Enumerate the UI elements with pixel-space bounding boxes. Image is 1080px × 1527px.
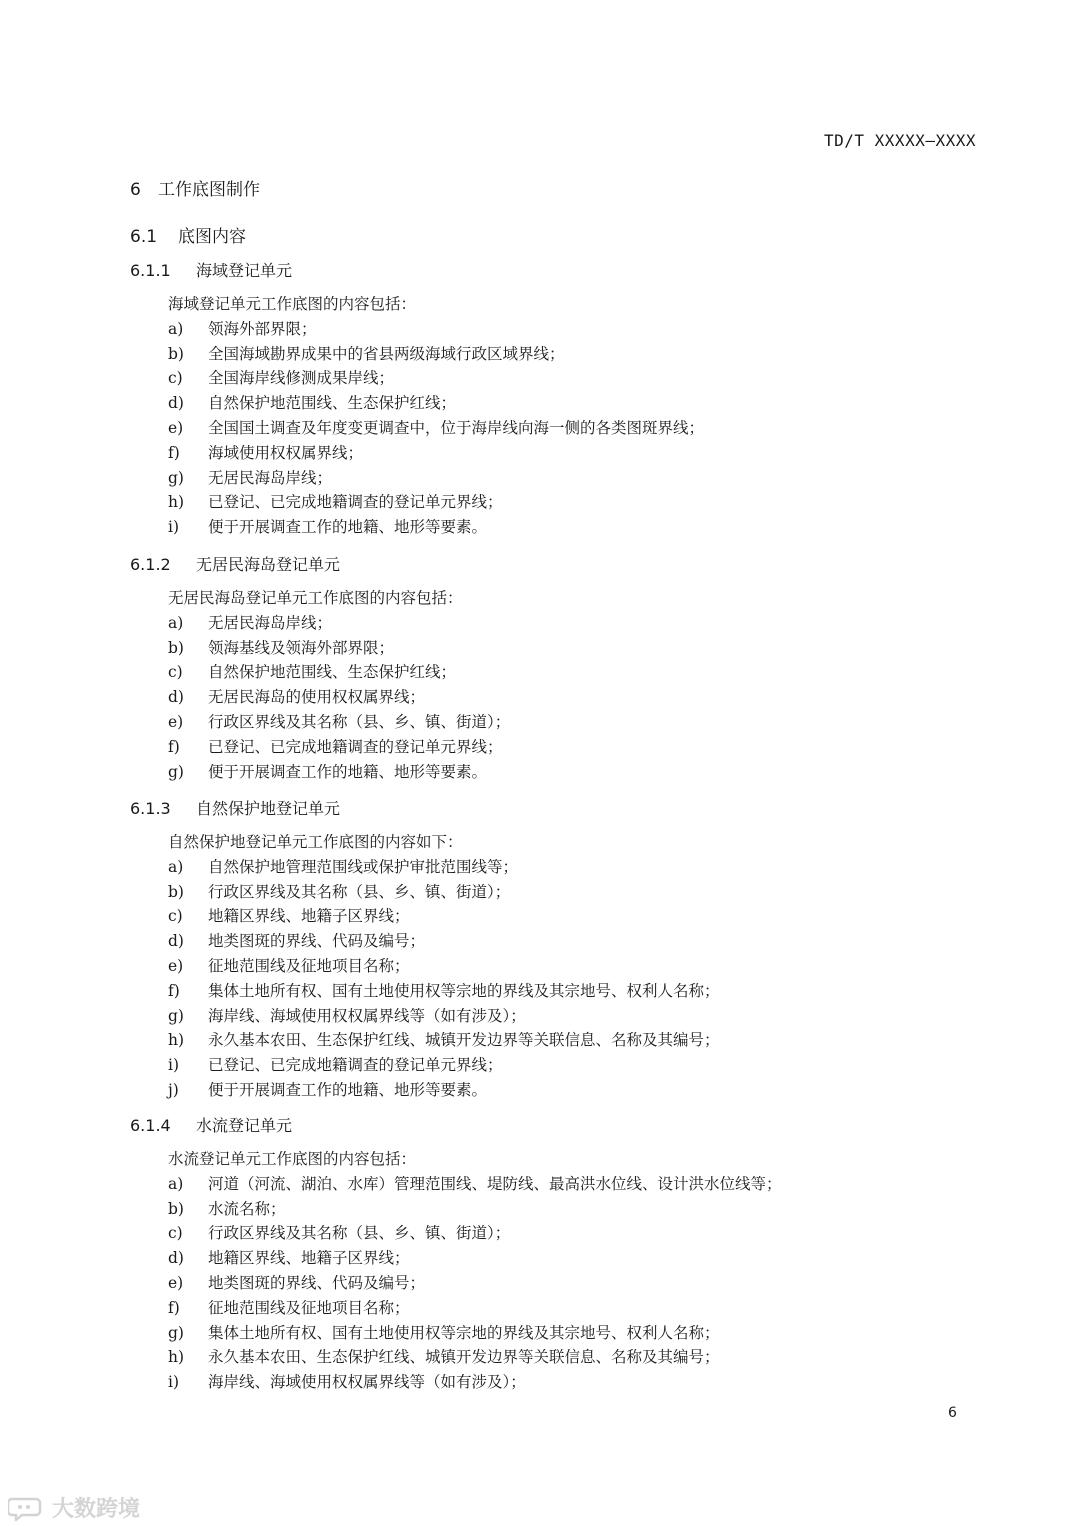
subsection-title: 无居民海岛登记单元 bbox=[196, 555, 341, 574]
list-item-label: b) bbox=[168, 882, 184, 901]
list-item-label: g) bbox=[168, 468, 184, 487]
list-item bbox=[168, 880, 510, 902]
list-item-label: f) bbox=[168, 1298, 180, 1317]
list-item bbox=[168, 1221, 510, 1243]
subsection-heading bbox=[130, 796, 340, 819]
list-item-text: 全国海岸线修测成果岸线； bbox=[208, 369, 395, 388]
subsection-number: 6.1.2 bbox=[130, 555, 171, 574]
list-item-text: 地籍区界线、地籍子区界线； bbox=[208, 907, 410, 926]
list-item-text: 全国国土调查及年度变更调查中，位于海岸线向海一侧的各类图斑界线； bbox=[208, 419, 705, 437]
list-item-label: g) bbox=[168, 762, 184, 781]
page-number: 6 bbox=[948, 1405, 957, 1421]
list-item bbox=[168, 1078, 487, 1100]
list-item bbox=[168, 441, 363, 463]
list-item-label: i) bbox=[168, 1373, 180, 1392]
list-item-text: 无居民海岛岸线； bbox=[208, 468, 333, 487]
list-item-label: b) bbox=[168, 1199, 184, 1218]
list-item-label: i) bbox=[168, 518, 180, 537]
list-item-text: 便于开展调查工作的地籍、地形等要素。 bbox=[208, 1081, 488, 1099]
list-item-text: 领海外部界限； bbox=[208, 319, 317, 338]
list-item-label: c) bbox=[168, 663, 183, 682]
list-item bbox=[168, 904, 410, 926]
list-item-text: 无居民海岛的使用权权属界线； bbox=[208, 688, 426, 707]
list-item bbox=[168, 1321, 720, 1343]
subsection-number: 6.1.3 bbox=[130, 799, 171, 818]
list-item-label: f) bbox=[168, 737, 180, 756]
list-item-text: 自然保护地范围线、生态保护红线； bbox=[208, 663, 457, 682]
list-item-label: b) bbox=[168, 638, 184, 657]
list-item bbox=[168, 636, 394, 658]
subsection-intro: 水流登记单元工作底图的内容包括： bbox=[168, 1150, 417, 1168]
list-item-label: j) bbox=[168, 1081, 179, 1099]
list-item bbox=[168, 660, 456, 682]
list-item-label: h) bbox=[168, 1348, 185, 1367]
list-item-label: c) bbox=[168, 1224, 183, 1243]
list-item-text: 便于开展调查工作的地籍、地形等要素。 bbox=[208, 518, 488, 537]
chapter-number: 6 bbox=[130, 180, 141, 200]
list-item bbox=[168, 710, 510, 732]
subsection-intro: 自然保护地登记单元工作底图的内容如下： bbox=[168, 833, 463, 851]
chapter-title: 工作底图制作 bbox=[158, 180, 260, 200]
list-item-text: 已登记、已完成地籍调查的登记单元界线； bbox=[208, 737, 503, 756]
list-item bbox=[168, 366, 394, 388]
list-item-label: f) bbox=[168, 981, 180, 1000]
section-heading bbox=[130, 222, 246, 247]
list-item bbox=[168, 1296, 410, 1318]
list-item bbox=[168, 735, 503, 757]
list-item bbox=[168, 515, 487, 537]
list-item bbox=[168, 929, 425, 951]
subsection-heading bbox=[130, 552, 340, 575]
subsection-intro: 无居民海岛登记单元工作底图的内容包括： bbox=[168, 589, 463, 607]
list-item-text: 集体土地所有权、国有土地使用权等宗地的界线及其宗地号、权利人名称； bbox=[208, 1323, 720, 1342]
list-item-label: c) bbox=[168, 907, 183, 926]
list-item-label: e) bbox=[168, 713, 184, 731]
list-item bbox=[168, 1197, 286, 1219]
subsection-number: 6.1.4 bbox=[130, 1116, 171, 1135]
list-item bbox=[168, 855, 518, 877]
list-item bbox=[168, 1004, 526, 1026]
speech-bubble-logo-icon bbox=[8, 1495, 48, 1521]
section-number: 6.1 bbox=[130, 227, 158, 247]
list-item-text: 永久基本农田、生态保护红线、城镇开发边界等关联信息、名称及其编号； bbox=[208, 1348, 720, 1367]
list-item-text: 永久基本农田、生态保护红线、城镇开发边界等关联信息、名称及其编号； bbox=[208, 1031, 720, 1050]
list-item-text: 海岸线、海域使用权权属界线等（如有涉及）； bbox=[208, 1373, 526, 1392]
list-item bbox=[168, 1345, 720, 1367]
list-item-label: h) bbox=[168, 1031, 185, 1050]
list-item bbox=[168, 760, 487, 782]
subsection-number: 6.1.1 bbox=[130, 261, 171, 280]
list-item-text: 集体土地所有权、国有土地使用权等宗地的界线及其宗地号、权利人名称； bbox=[208, 981, 720, 1000]
list-item-text: 已登记、已完成地籍调查的登记单元界线； bbox=[208, 1056, 503, 1075]
list-item-label: b) bbox=[168, 344, 184, 363]
list-item-text: 全国海域勘界成果中的省县两级海域行政区域界线； bbox=[208, 344, 565, 363]
list-item-text: 便于开展调查工作的地籍、地形等要素。 bbox=[208, 762, 488, 781]
subsection-title: 自然保护地登记单元 bbox=[196, 799, 341, 818]
list-item bbox=[168, 954, 410, 976]
list-item-label: d) bbox=[168, 932, 184, 951]
list-item-text: 无居民海岛岸线； bbox=[208, 613, 333, 632]
list-item bbox=[168, 466, 332, 488]
subsection-title: 海域登记单元 bbox=[196, 261, 293, 280]
list-item-text: 行政区界线及其名称（县、乡、镇、街道）； bbox=[208, 1224, 511, 1243]
list-item-label: e) bbox=[168, 419, 184, 437]
list-item-label: i) bbox=[168, 1056, 180, 1075]
list-item-text: 海岸线、海域使用权权属界线等（如有涉及）； bbox=[208, 1006, 526, 1025]
list-item bbox=[168, 979, 720, 1001]
list-item-text: 征地范围线及征地项目名称； bbox=[208, 957, 410, 975]
list-item-label: a) bbox=[168, 857, 184, 876]
list-item-label: g) bbox=[168, 1323, 184, 1342]
list-item bbox=[168, 685, 425, 707]
list-item-text: 征地范围线及征地项目名称； bbox=[208, 1298, 410, 1317]
list-item-text: 已登记、已完成地籍调查的登记单元界线； bbox=[208, 493, 503, 512]
list-item-text: 自然保护地范围线、生态保护红线； bbox=[208, 394, 457, 413]
subsection-heading bbox=[130, 1113, 292, 1136]
list-item-label: d) bbox=[168, 688, 184, 707]
subsection-intro: 海域登记单元工作底图的内容包括： bbox=[168, 295, 417, 313]
list-item-label: g) bbox=[168, 1006, 184, 1025]
list-item-text: 行政区界线及其名称（县、乡、镇、街道）； bbox=[208, 713, 511, 731]
list-item-text: 行政区界线及其名称（县、乡、镇、街道）； bbox=[208, 882, 511, 901]
list-item-label: f) bbox=[168, 443, 180, 462]
watermark bbox=[8, 1492, 140, 1523]
list-item bbox=[168, 611, 332, 633]
list-item-label: h) bbox=[168, 493, 185, 512]
list-item-text: 自然保护地管理范围线或保护审批范围线等； bbox=[208, 857, 519, 876]
list-item-label: a) bbox=[168, 613, 184, 632]
list-item bbox=[168, 490, 503, 512]
list-item-text: 地籍区界线、地籍子区界线； bbox=[208, 1249, 410, 1268]
list-item-label: a) bbox=[168, 1174, 184, 1193]
list-item bbox=[168, 1246, 410, 1268]
list-item-text: 地类图斑的界线、代码及编号； bbox=[208, 932, 426, 951]
section-title: 底图内容 bbox=[178, 227, 246, 247]
list-item bbox=[168, 391, 456, 413]
document-code: TD/T XXXXX—XXXX bbox=[824, 131, 976, 150]
list-item-label: c) bbox=[168, 369, 183, 388]
list-item-label: d) bbox=[168, 394, 184, 413]
list-item-label: e) bbox=[168, 957, 184, 975]
list-item-text: 海域使用权权属界线； bbox=[208, 443, 364, 462]
list-item bbox=[168, 1172, 782, 1194]
list-item bbox=[168, 1370, 526, 1392]
list-item bbox=[168, 416, 704, 438]
list-item bbox=[168, 317, 317, 339]
list-item bbox=[168, 1028, 720, 1050]
watermark-text: 大数跨境 bbox=[52, 1497, 141, 1522]
list-item-text: 水流名称； bbox=[208, 1199, 286, 1218]
list-item-text: 河道（河流、湖泊、水库）管理范围线、堤防线、最高洪水位线、设计洪水位线等； bbox=[208, 1174, 782, 1193]
list-item-text: 领海基线及领海外部界限； bbox=[208, 638, 395, 657]
list-item bbox=[168, 1271, 425, 1293]
subsection-title: 水流登记单元 bbox=[196, 1116, 293, 1135]
list-item-label: d) bbox=[168, 1249, 184, 1268]
list-item bbox=[168, 342, 565, 364]
subsection-heading bbox=[130, 258, 292, 281]
list-item-label: a) bbox=[168, 319, 184, 338]
chapter-heading bbox=[130, 175, 260, 200]
list-item-text: 地类图斑的界线、代码及编号； bbox=[208, 1274, 426, 1292]
list-item-label: e) bbox=[168, 1274, 184, 1292]
list-item bbox=[168, 1053, 503, 1075]
